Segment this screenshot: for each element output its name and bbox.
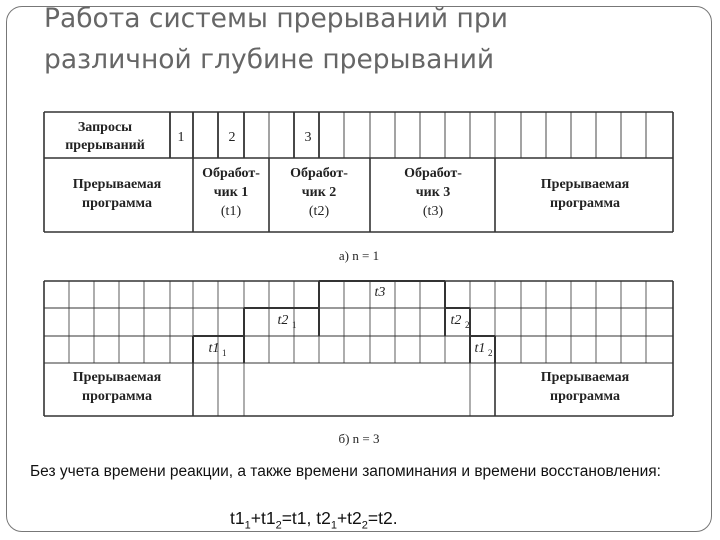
title-line-1: Работа системы прерываний при xyxy=(44,3,508,34)
handler1-time: (t1) xyxy=(220,204,242,219)
handler2-time: (t2) xyxy=(308,204,330,219)
a-program-right-line2: программа xyxy=(550,196,620,211)
svg-text:t1: t1 xyxy=(474,341,486,356)
b-program-right-line2: программа xyxy=(550,389,620,404)
handler3-line2: чик 3 xyxy=(415,185,451,200)
t1-2-label xyxy=(475,341,493,358)
a-program-left-line2: программа xyxy=(82,196,152,211)
handler2-line1: Обработ- xyxy=(290,166,348,181)
request-mark-1: 1 xyxy=(177,130,185,145)
diagram-a-caption: а) n = 1 xyxy=(338,248,380,263)
svg-text:t1: t1 xyxy=(208,341,220,356)
t3-label: t3 xyxy=(374,285,386,300)
title-line-2: различной глубине прерываний xyxy=(44,44,495,75)
handler1-line2: чик 1 xyxy=(213,185,249,200)
svg-text:2: 2 xyxy=(488,348,493,358)
svg-text:2: 2 xyxy=(465,320,470,330)
t2-2-label xyxy=(451,313,470,330)
a-program-left-line1: Прерываемая xyxy=(72,177,162,192)
t1-1-label xyxy=(209,341,227,358)
request-mark-3: 3 xyxy=(304,130,312,145)
b-program-left-line1: Прерываемая xyxy=(72,370,162,385)
svg-text:t2: t2 xyxy=(450,313,462,328)
a-program-right-line1: Прерываемая xyxy=(540,177,630,192)
svg-text:1: 1 xyxy=(292,320,297,330)
diagram-b-caption: б) n = 3 xyxy=(338,431,380,446)
note-text: Без учета времени реакции, а также времени запоминания и времени восстановления: xyxy=(30,463,661,480)
formula: $t1_1+t1_2=t1$, $t2_1+t2_2=t2$. xyxy=(230,508,398,532)
handler2-line2: чик 2 xyxy=(301,185,337,200)
handler1-line1: Обработ- xyxy=(202,166,260,181)
handler3-time: (t3) xyxy=(422,204,444,219)
requests-label-line1: Запросы xyxy=(77,120,133,135)
b-program-right-line1: Прерываемая xyxy=(540,370,630,385)
svg-text:t2: t2 xyxy=(277,313,289,328)
handler3-line1: Обработ- xyxy=(404,166,462,181)
b-program-left-line2: программа xyxy=(82,389,152,404)
svg-text:1: 1 xyxy=(222,348,227,358)
diagram-a-labels xyxy=(65,120,629,263)
requests-label-line2: прерываний xyxy=(65,138,145,153)
request-mark-2: 2 xyxy=(228,130,236,145)
diagram-a-grid xyxy=(44,112,673,232)
